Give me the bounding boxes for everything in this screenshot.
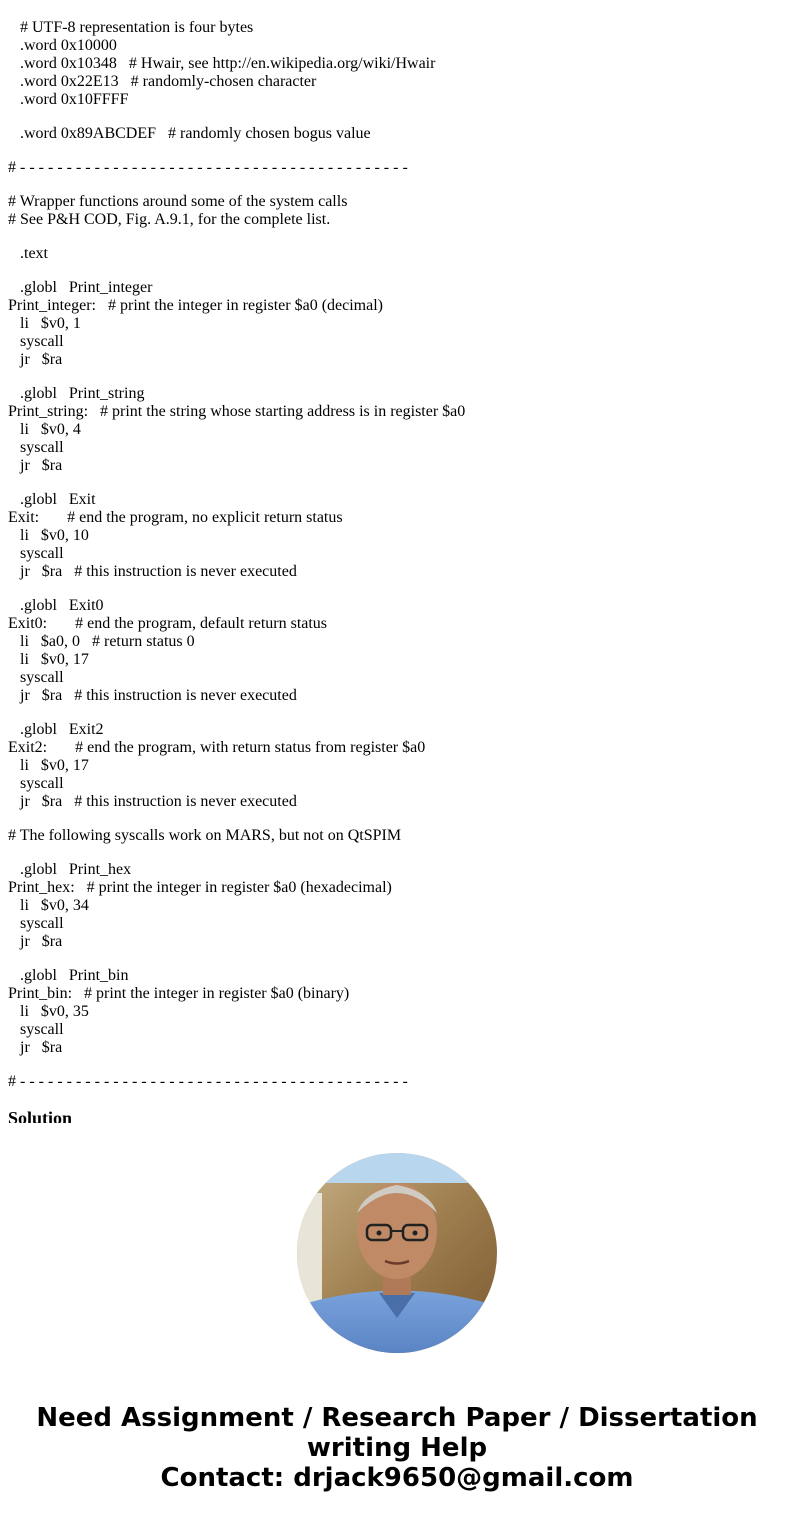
code-line: syscall — [8, 1021, 64, 1038]
code-line — [8, 177, 778, 193]
code-listing — [8, 19, 778, 1123]
code-line: jr $ra — [8, 457, 63, 474]
code-line: .word 0x10348 # Hwair, see http://en.wikipedia.org/wiki/Hwair — [8, 55, 436, 72]
code-line: .text — [8, 245, 48, 262]
code-line — [8, 705, 778, 721]
code-line: syscall — [8, 775, 64, 792]
code-line: syscall — [8, 915, 64, 932]
code-line: syscall — [8, 333, 64, 350]
code-line — [8, 581, 778, 597]
code-line: .word 0x10FFFF — [8, 91, 129, 108]
code-line: Print_bin: # print the integer in register $a0 (binary) — [8, 985, 350, 1002]
code-line: .word 0x10000 — [8, 37, 117, 54]
code-line: jr $ra — [8, 1039, 63, 1056]
code-line — [8, 475, 778, 491]
code-line: .globl Exit — [8, 491, 96, 508]
code-line: jr $ra — [8, 933, 63, 950]
code-line: syscall — [8, 545, 64, 562]
code-line: .word 0x22E13 # randomly-chosen character — [8, 73, 317, 90]
code-line: # The following syscalls work on MARS, but not on QtSPIM — [8, 827, 402, 844]
code-line: li $v0, 34 — [8, 897, 89, 914]
code-line: jr $ra # this instruction is never executed — [8, 563, 297, 580]
code-line: .globl Print_bin — [8, 967, 129, 984]
code-line: # Wrapper functions around some of the system calls — [8, 193, 348, 210]
code-line: syscall — [8, 439, 64, 456]
code-line — [8, 1057, 778, 1073]
cta-line-2: writing Help — [306, 1433, 488, 1463]
code-line: li $v0, 35 — [8, 1003, 89, 1020]
author-avatar — [297, 1153, 497, 1353]
code-line: jr $ra # this instruction is never executed — [8, 793, 297, 810]
code-line: # UTF-8 representation is four bytes — [8, 19, 254, 36]
code-line: Exit0: # end the program, default return status — [8, 615, 328, 632]
code-line — [8, 1091, 778, 1107]
code-line: jr $ra — [8, 351, 63, 368]
code-line: # See P&H COD, Fig. A.9.1, for the complete list. — [8, 211, 331, 228]
code-line: .word 0x89ABCDEF # randomly chosen bogus value — [8, 125, 371, 142]
code-line: .globl Exit2 — [8, 721, 104, 738]
code-line: # - - - - - - - - - - - - - - - - - - - - - - - - - - - - - - - - - - - - - - - - - - — [8, 1073, 408, 1090]
code-line — [8, 263, 778, 279]
code-line: Exit: # end the program, no explicit return status — [8, 509, 343, 526]
code-line — [8, 229, 778, 245]
code-line — [8, 845, 778, 861]
code-line: li $v0, 17 — [8, 757, 89, 774]
code-line: Exit2: # end the program, with return status from register $a0 — [8, 739, 426, 756]
code-line: # - - - - - - - - - - - - - - - - - - - - - - - - - - - - - - - - - - - - - - - - - - — [8, 159, 408, 176]
code-line: jr $ra # this instruction is never executed — [8, 687, 297, 704]
code-line — [8, 369, 778, 385]
code-line: Print_string: # print the string whose starting address is in register $a0 — [8, 403, 466, 420]
author-photo-icon — [297, 1153, 497, 1353]
code-line: .globl Print_integer — [8, 279, 153, 296]
code-line: .globl Print_string — [8, 385, 145, 402]
cta-contact-email: Contact: drjack9650@gmail.com — [160, 1463, 634, 1493]
code-line: li $a0, 0 # return status 0 — [8, 633, 195, 650]
code-line — [8, 811, 778, 827]
code-line — [8, 109, 778, 125]
code-line: Print_hex: # print the integer in register $a0 (hexadecimal) — [8, 879, 392, 896]
code-line: li $v0, 1 — [8, 315, 81, 332]
solution-heading: Solution — [8, 1108, 73, 1123]
contact-banner — [0, 1403, 794, 1493]
code-line: li $v0, 4 — [8, 421, 81, 438]
code-line: li $v0, 10 — [8, 527, 89, 544]
code-line: .globl Exit0 — [8, 597, 104, 614]
code-line: Print_integer: # print the integer in register $a0 (decimal) — [8, 297, 383, 314]
code-line — [8, 143, 778, 159]
code-line: .globl Print_hex — [8, 861, 132, 878]
code-line — [8, 951, 778, 967]
cta-line-1: Need Assignment / Research Paper / Dissertation — [36, 1403, 758, 1433]
code-line: li $v0, 17 — [8, 651, 89, 668]
code-line: syscall — [8, 669, 64, 686]
